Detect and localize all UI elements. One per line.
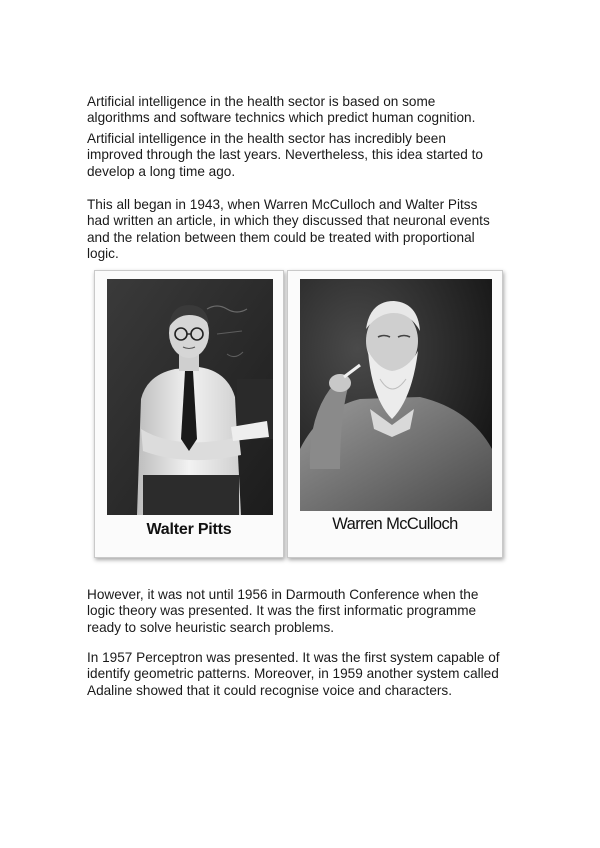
photo-frame-walter-pitts [94, 270, 284, 558]
walter-pitts-caption: Walter Pitts [146, 521, 232, 538]
warren-mcculloch-caption: Warren McCulloch [332, 515, 458, 533]
walter-pitts-photo [107, 279, 273, 515]
paragraph-history: Artificial intelligence in the health sector has incredibly been improved through the last years. Nevertheless, this idea started to develop a long time ago. [87, 131, 483, 179]
paragraph-1957: In 1957 Perceptron was presented. It was the first system capable of identify geometric patterns. Moreover, in 1959 another system called Adaline showed that it could recognise voice and characters. [87, 650, 500, 698]
paragraph-1943: This all began in 1943, when Warren McCulloch and Walter Pitss had written an article, in which they discussed that neuronal events and the relation between them could be treated with proportional logic. [87, 197, 490, 262]
photo-frame-warren-mcculloch [287, 270, 503, 558]
paragraph-1956: However, it was not until 1956 in Darmouth Conference when the logic theory was presented. It was the first informatic programme ready to solve heuristic search problems. [87, 587, 479, 635]
paragraph-intro: Artificial intelligence in the health sector is based on some algorithms and software technics which predict human cognition. [87, 94, 476, 126]
warren-mcculloch-photo [300, 279, 492, 511]
